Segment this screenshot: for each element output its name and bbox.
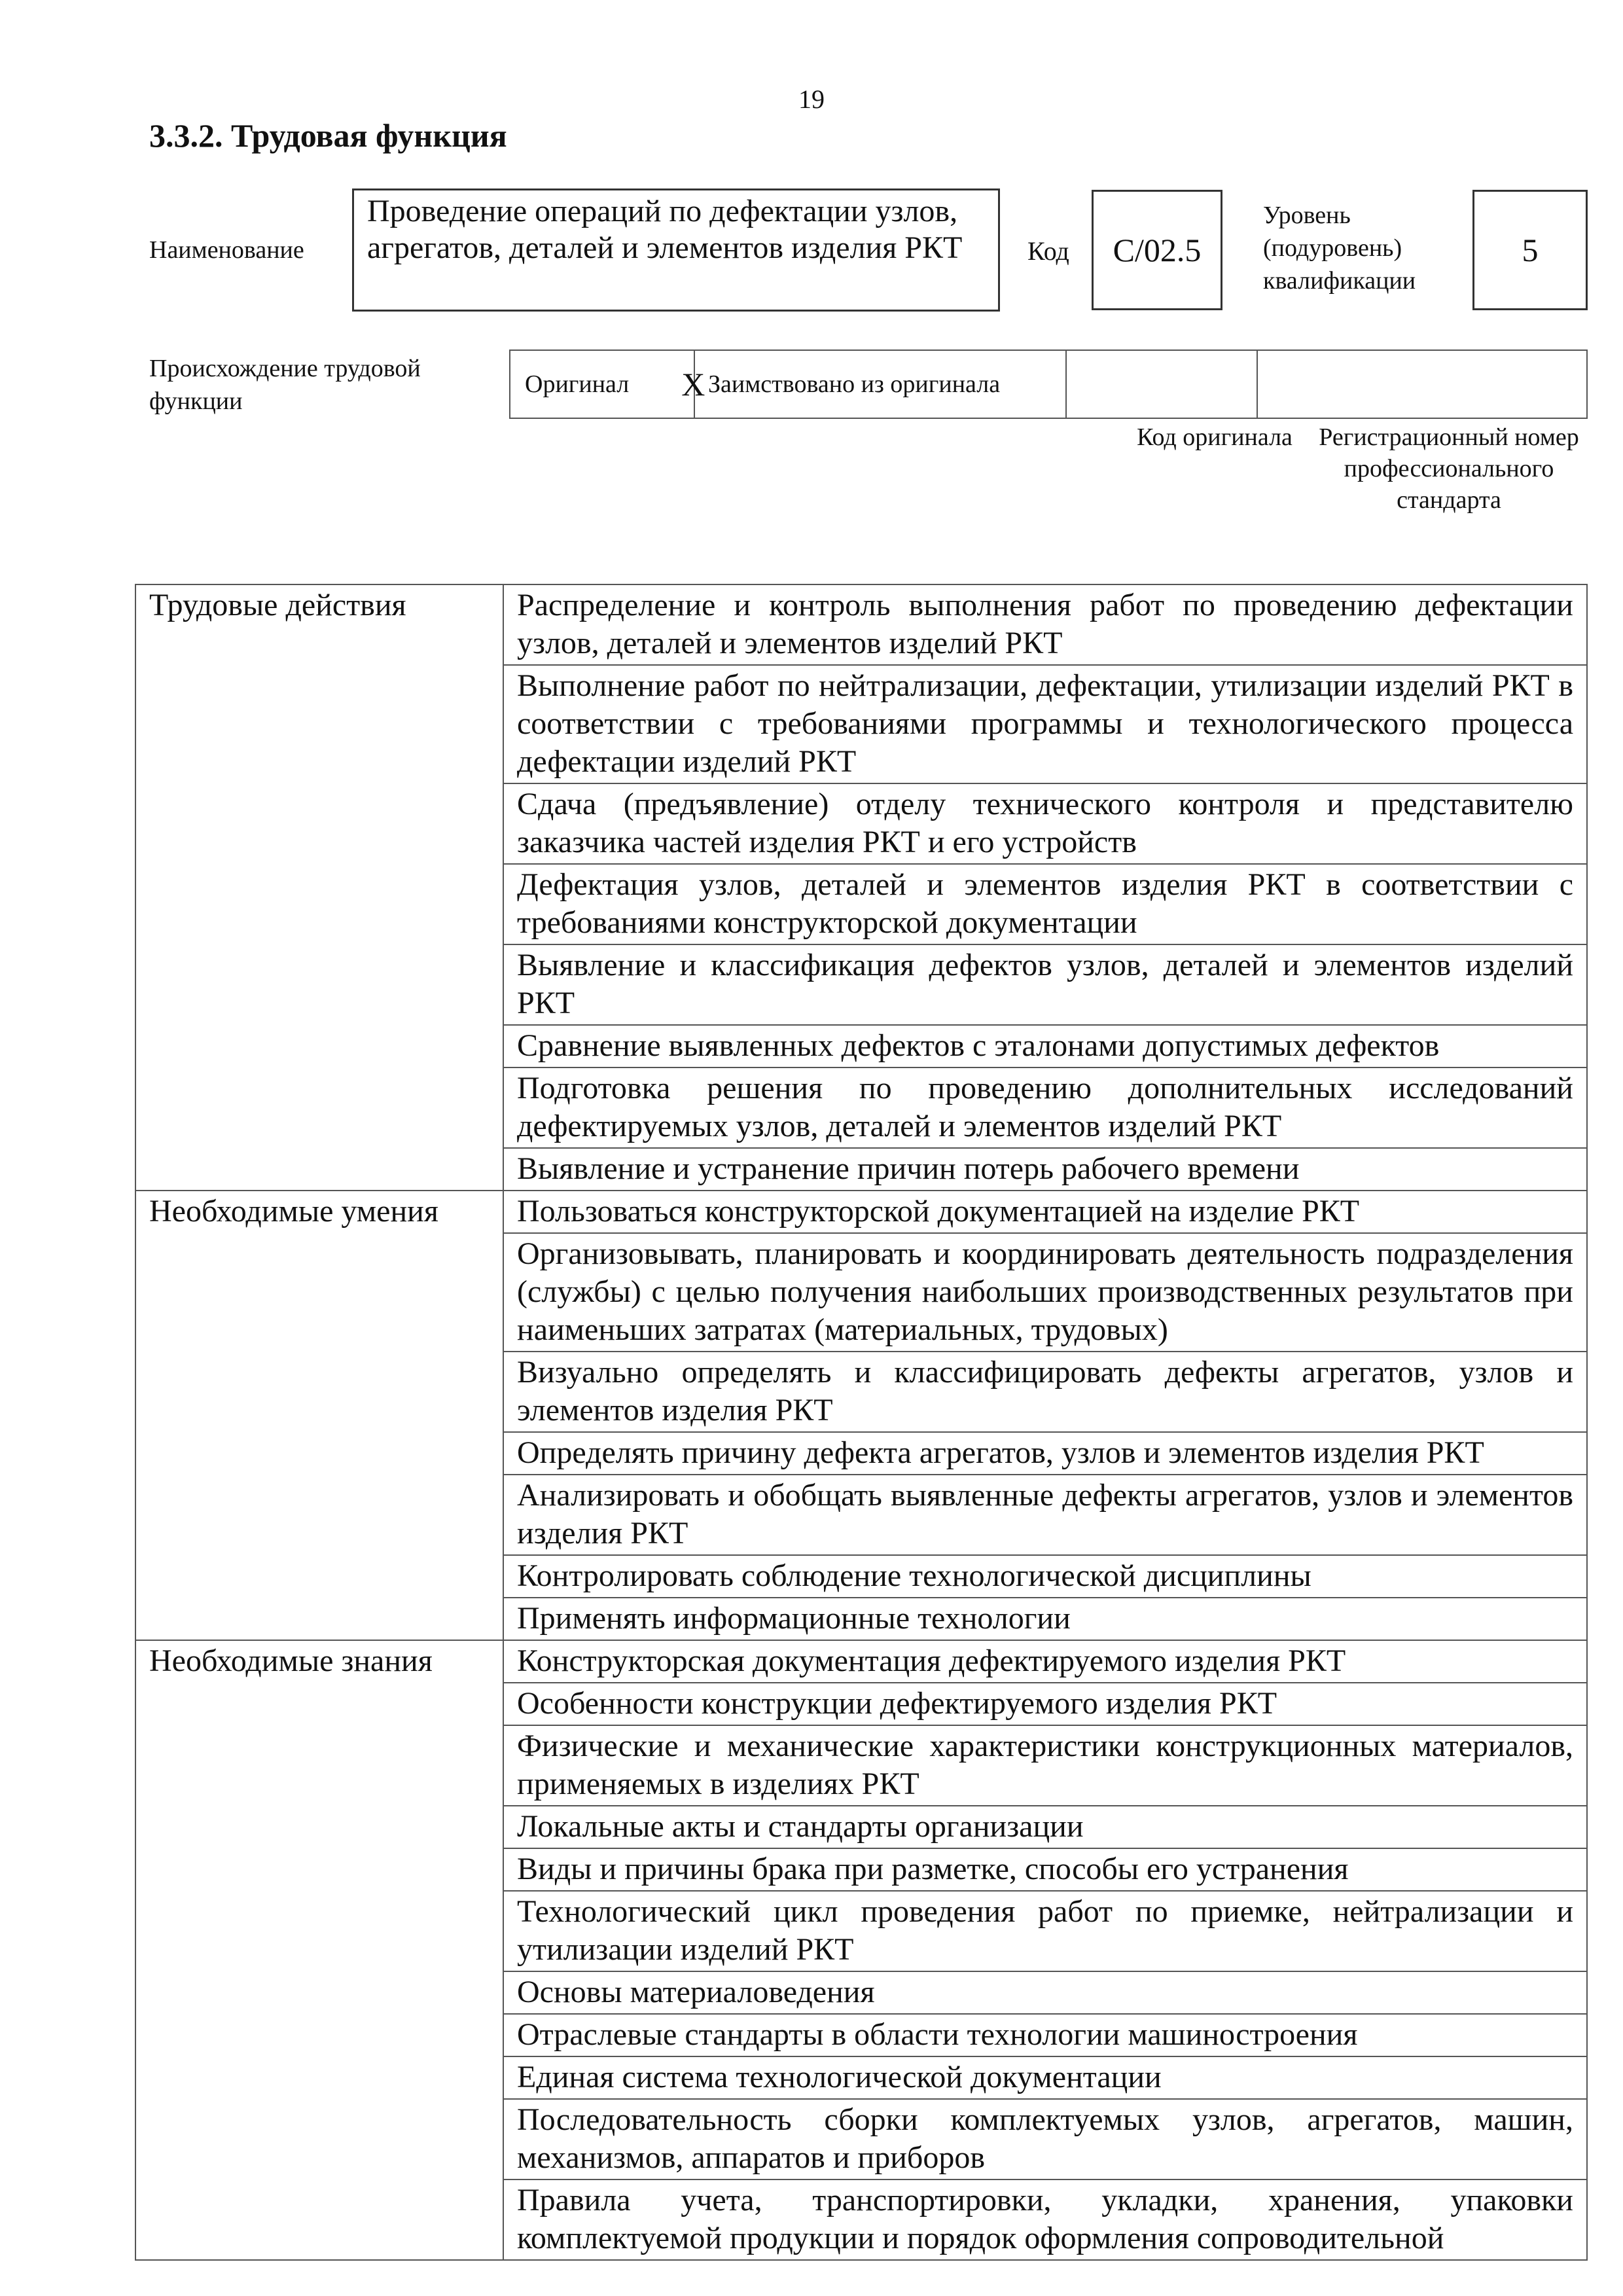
table-row	[135, 1555, 1587, 1598]
origin-original-cell	[510, 351, 705, 418]
table-cell-item: Физические и механические характеристики конструкционных материалов, применяемых в изделиях РКТ	[503, 1725, 1587, 1806]
table-row	[135, 1352, 1587, 1432]
section-heading-continuation	[135, 1848, 503, 1891]
table-row	[135, 1891, 1587, 1971]
section-heading-continuation	[135, 2014, 503, 2056]
section-heading-continuation	[135, 1025, 503, 1067]
origin-reg-cell	[1258, 351, 1586, 418]
table-row	[135, 1025, 1587, 1067]
table-row	[135, 2056, 1587, 2099]
table-row	[135, 1971, 1587, 2014]
origin-table	[509, 350, 1588, 419]
table-row	[135, 1725, 1587, 1806]
origin-code-caption: Код оригинала	[1137, 423, 1293, 451]
section-heading-continuation	[135, 1725, 503, 1806]
section-heading-continuation	[135, 1432, 503, 1475]
table-row	[135, 2179, 1587, 2260]
table-row	[135, 1233, 1587, 1352]
section-heading-continuation	[135, 1555, 503, 1598]
table-row	[135, 1067, 1587, 1148]
table-cell-item: Выявление и классификация дефектов узлов, деталей и элементов изделий РКТ	[503, 944, 1587, 1025]
table-cell-item: Сдача (предъявление) отделу технического контроля и представителю заказчика частей изделия РКТ и его устройств	[503, 783, 1587, 864]
section-heading-continuation	[135, 665, 503, 783]
section-heading: Необходимые умения	[135, 1191, 503, 1233]
code-label: Код	[1027, 236, 1069, 266]
page-number: 19	[798, 84, 825, 114]
table-cell-item: Применять информационные технологии	[503, 1598, 1587, 1640]
section-heading-continuation	[135, 1233, 503, 1352]
origin-borrowed-cell: Заимствовано из оригинала	[695, 351, 1067, 418]
origin-mark: X	[681, 366, 705, 403]
table-cell-item: Выполнение работ по нейтрализации, дефектации, утилизации изделий РКТ в соответствии с требованиями программы и технологического процесса дефектации изделий РКТ	[503, 665, 1587, 783]
table-cell-item: Выявление и устранение причин потерь рабочего времени	[503, 1148, 1587, 1191]
table-cell-item: Технологический цикл проведения работ по приемке, нейтрализации и утилизации изделий РКТ	[503, 1891, 1587, 1971]
code-value-box: C/02.5	[1092, 190, 1222, 310]
level-label	[1263, 199, 1416, 297]
table-cell-item: Локальные акты и стандарты организации	[503, 1806, 1587, 1848]
function-name-box: Проведение операций по дефектации узлов, агрегатов, деталей и элементов изделия РКТ	[352, 188, 1000, 312]
function-details-table	[135, 584, 1588, 2261]
section-heading-continuation	[135, 1148, 503, 1191]
table-row	[135, 1191, 1587, 1233]
section-heading-continuation	[135, 1683, 503, 1725]
table-row	[135, 665, 1587, 783]
section-heading-continuation	[135, 1891, 503, 1971]
table-cell-item: Анализировать и обобщать выявленные дефекты агрегатов, узлов и элементов изделия РКТ	[503, 1475, 1587, 1555]
section-heading-continuation	[135, 1806, 503, 1848]
table-row	[135, 1640, 1587, 1683]
section-heading-continuation	[135, 1598, 503, 1640]
table-row	[135, 1148, 1587, 1191]
level-label-line-2: (подуровень)	[1263, 234, 1402, 262]
table-row	[135, 783, 1587, 864]
section-heading-continuation	[135, 864, 503, 944]
section-heading-continuation	[135, 1971, 503, 2014]
section-heading: Необходимые знания	[135, 1640, 503, 1683]
table-row	[135, 1598, 1587, 1640]
section-title: 3.3.2. Трудовая функция	[149, 117, 507, 154]
name-label: Наименование	[149, 236, 304, 264]
table-cell-item: Пользоваться конструкторской документацией на изделие РКТ	[503, 1191, 1587, 1233]
section-heading-continuation	[135, 2179, 503, 2260]
level-value-box: 5	[1472, 190, 1588, 310]
table-cell-item: Основы материаловедения	[503, 1971, 1587, 2014]
origin-code-cell	[1067, 351, 1258, 418]
section-heading-continuation	[135, 1475, 503, 1555]
table-row	[135, 1806, 1587, 1848]
table-cell-item: Отраслевые стандарты в области технологии машиностроения	[503, 2014, 1587, 2056]
table-cell-item: Виды и причины брака при разметке, способы его устранения	[503, 1848, 1587, 1891]
table-cell-item: Организовывать, планировать и координировать деятельность подразделения (службы) с целью получения наибольших производственных результатов при наименьших затратах (материальных, трудовых)	[503, 1233, 1587, 1352]
table-row	[135, 864, 1587, 944]
section-heading-continuation	[135, 1352, 503, 1432]
level-label-line-3: квалификации	[1263, 267, 1416, 295]
table-cell-item: Распределение и контроль выполнения работ по проведению дефектации узлов, деталей и элементов изделий РКТ	[503, 584, 1587, 665]
table-cell-item: Правила учета, транспортировки, укладки, хранения, упаковки комплектуемой продукции и порядок оформления сопроводительной	[503, 2179, 1587, 2260]
table-row	[135, 2014, 1587, 2056]
table-row	[135, 1848, 1587, 1891]
table-cell-item: Определять причину дефекта агрегатов, узлов и элементов изделия РКТ	[503, 1432, 1587, 1475]
origin-original-label: Оригинал	[525, 370, 630, 398]
level-label-line-1: Уровень	[1263, 202, 1351, 229]
table-cell-item: Дефектация узлов, деталей и элементов изделия РКТ в соответствии с требованиями конструкторской документации	[503, 864, 1587, 944]
table-cell-item: Последовательность сборки комплектуемых узлов, агрегатов, машин, механизмов, аппаратов и приборов	[503, 2099, 1587, 2179]
table-row	[135, 1432, 1587, 1475]
table-cell-item: Сравнение выявленных дефектов с эталонами допустимых дефектов	[503, 1025, 1587, 1067]
section-heading: Трудовые действия	[135, 584, 503, 665]
section-heading-continuation	[135, 944, 503, 1025]
origin-reg-caption: Регистрационный номер профессионального стандарта	[1319, 423, 1579, 514]
section-heading-continuation	[135, 1067, 503, 1148]
table-row	[135, 944, 1587, 1025]
table-cell-item: Контролировать соблюдение технологической дисциплины	[503, 1555, 1587, 1598]
table-cell-item: Подготовка решения по проведению дополнительных исследований дефектируемых узлов, деталей и элементов изделий РКТ	[503, 1067, 1587, 1148]
section-heading-continuation	[135, 783, 503, 864]
table-row	[135, 1475, 1587, 1555]
section-heading-continuation	[135, 2056, 503, 2099]
table-cell-item: Конструкторская документация дефектируемого изделия РКТ	[503, 1640, 1587, 1683]
origin-label: Происхождение трудовой функции	[149, 355, 421, 415]
table-row	[135, 1683, 1587, 1725]
table-cell-item: Визуально определять и классифицировать дефекты агрегатов, узлов и элементов изделия РКТ	[503, 1352, 1587, 1432]
section-heading-continuation	[135, 2099, 503, 2179]
table-row	[135, 2099, 1587, 2179]
table-cell-item: Особенности конструкции дефектируемого изделия РКТ	[503, 1683, 1587, 1725]
table-row	[135, 584, 1587, 665]
table-cell-item: Единая система технологической документации	[503, 2056, 1587, 2099]
